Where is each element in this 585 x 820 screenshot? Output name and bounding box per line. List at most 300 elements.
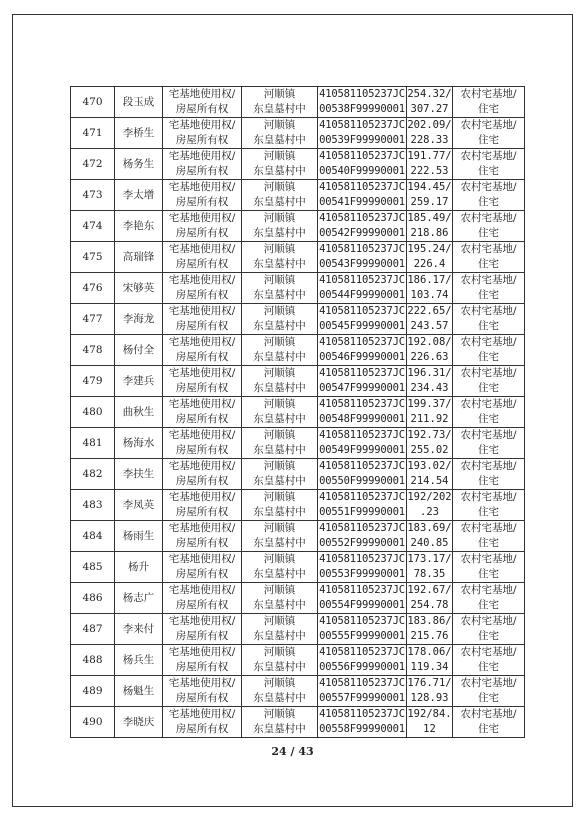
cell-usage-line: 住宅 [478,351,499,363]
cell-location-line: 东皇墓村中 [253,103,306,115]
cell-location [242,335,318,366]
cell-right-type [163,211,242,242]
cell-unit-code-line: 410581105237JC [319,677,405,689]
cell-right-type-line: 房屋所有权 [175,413,229,425]
cell-unit-code [318,428,407,459]
cell-owner-name: 李晓庆 [115,707,163,738]
cell-usage [453,242,525,273]
cell-right-type [163,552,242,583]
cell-location [242,521,318,552]
cell-area [407,428,453,459]
cell-location [242,273,318,304]
cell-unit-code-line: 410581105237JC [319,150,405,162]
cell-location-line: 东皇墓村中 [253,444,306,456]
cell-location-line: 河顺镇 [263,212,296,224]
cell-unit-code-line: 00556F99990001 [319,661,405,673]
cell-unit-code [318,149,407,180]
cell-unit-code-line: 00550F99990001 [319,475,405,487]
cell-location [242,552,318,583]
cell-location [242,459,318,490]
cell-unit-code-line: 410581105237JC [319,429,405,441]
cell-owner-name: 杨志广 [115,583,163,614]
cell-area-line: 255.02 [410,444,449,456]
cell-number: 487 [71,614,115,645]
cell-area-line: 228.33 [410,134,449,146]
cell-owner-name: 李艳东 [115,211,163,242]
cell-unit-code [318,459,407,490]
cell-unit-code-line: 00557F99990001 [319,692,405,704]
cell-right-type-line: 宅基地使用权/ [168,336,236,348]
cell-unit-code-line: 00540F99990001 [319,165,405,177]
cell-usage-line: 农村宅基地/ [460,305,517,317]
cell-area-line: 192.67/ [407,584,452,596]
cell-area-line: 183.86/ [407,615,452,627]
cell-usage-line: 农村宅基地/ [460,460,517,472]
cell-unit-code [318,273,407,304]
cell-usage [453,118,525,149]
cell-owner-name: 杨魁生 [115,676,163,707]
cell-area-line: 234.43 [410,382,449,394]
cell-right-type-line: 宅基地使用权/ [168,522,236,534]
cell-location-line: 河顺镇 [263,553,296,565]
cell-right-type [163,149,242,180]
cell-right-type-line: 宅基地使用权/ [168,584,236,596]
cell-usage-line: 住宅 [478,537,499,549]
cell-usage-line: 农村宅基地/ [460,646,517,658]
cell-right-type-line: 宅基地使用权/ [168,212,236,224]
cell-usage [453,521,525,552]
cell-right-type-line: 宅基地使用权/ [168,119,236,131]
table-row [71,552,525,583]
cell-area-line: 194.45/ [407,181,452,193]
cell-owner-name: 高瑞锋 [115,242,163,273]
cell-right-type-line: 房屋所有权 [175,444,229,456]
cell-right-type-line: 宅基地使用权/ [168,677,236,689]
cell-area [407,118,453,149]
cell-usage-line: 住宅 [478,134,499,146]
cell-unit-code [318,676,407,707]
cell-usage-line: 住宅 [478,692,499,704]
cell-number: 488 [71,645,115,676]
cell-area [407,614,453,645]
cell-usage-line: 农村宅基地/ [460,491,517,503]
cell-location-line: 河顺镇 [263,615,296,627]
cell-area-line: 196.31/ [407,367,452,379]
cell-number: 489 [71,676,115,707]
cell-unit-code [318,552,407,583]
page-number: 24 / 43 [271,745,314,758]
cell-area [407,87,453,118]
cell-right-type-line: 宅基地使用权/ [168,491,236,503]
cell-number: 486 [71,583,115,614]
cell-usage [453,428,525,459]
cell-number: 484 [71,521,115,552]
cell-unit-code [318,304,407,335]
cell-area-line: 226.63 [410,351,449,363]
cell-unit-code [318,490,407,521]
cell-usage-line: 住宅 [478,630,499,642]
cell-owner-name: 杨海水 [115,428,163,459]
cell-area-line: 218.86 [410,227,449,239]
cell-area [407,583,453,614]
cell-owner-name: 李来付 [115,614,163,645]
cell-location-line: 东皇墓村中 [253,661,306,673]
cell-right-type-line: 宅基地使用权/ [168,367,236,379]
cell-right-type [163,521,242,552]
cell-right-type [163,707,242,738]
table-row [71,707,525,738]
cell-unit-code-line: 410581105237JC [319,491,405,503]
cell-unit-code-line: 00538F99990001 [319,103,405,115]
cell-unit-code-line: 00544F99990001 [319,289,405,301]
cell-location-line: 东皇墓村中 [253,413,306,425]
cell-area [407,552,453,583]
cell-right-type-line: 房屋所有权 [175,227,229,239]
cell-location [242,645,318,676]
cell-area-line: 240.85 [410,537,449,549]
cell-location-line: 东皇墓村中 [253,630,306,642]
cell-area-line: 199.37/ [407,398,452,410]
table-row [71,490,525,521]
cell-usage [453,552,525,583]
cell-usage-line: 农村宅基地/ [460,367,517,379]
cell-location-line: 河顺镇 [263,243,296,255]
cell-right-type [163,366,242,397]
cell-area [407,242,453,273]
table-row [71,459,525,490]
cell-location [242,118,318,149]
cell-unit-code [318,118,407,149]
cell-area [407,180,453,211]
cell-usage-line: 农村宅基地/ [460,708,517,720]
cell-location-line: 河顺镇 [263,677,296,689]
table-row [71,397,525,428]
cell-location-line: 河顺镇 [263,522,296,534]
cell-unit-code [318,180,407,211]
cell-usage-line: 农村宅基地/ [460,274,517,286]
cell-usage [453,211,525,242]
table-row [71,180,525,211]
cell-area-line: 103.74 [410,289,449,301]
cell-right-type-line: 宅基地使用权/ [168,398,236,410]
cell-number: 478 [71,335,115,366]
cell-location-line: 东皇墓村中 [253,537,306,549]
cell-right-type-line: 房屋所有权 [175,351,229,363]
cell-owner-name: 杨兵生 [115,645,163,676]
cell-right-type-line: 宅基地使用权/ [168,646,236,658]
cell-area-line: 192.08/ [407,336,452,348]
cell-usage-line: 农村宅基地/ [460,336,517,348]
cell-area-line: 192/202 [407,491,452,503]
cell-unit-code [318,583,407,614]
cell-unit-code-line: 00554F99990001 [319,599,405,611]
cell-right-type [163,335,242,366]
cell-usage [453,304,525,335]
cell-owner-name: 宋够英 [115,273,163,304]
cell-usage-line: 住宅 [478,258,499,270]
cell-unit-code [318,645,407,676]
cell-right-type-line: 房屋所有权 [175,103,229,115]
cell-right-type [163,304,242,335]
cell-usage-line: 住宅 [478,723,499,735]
cell-unit-code-line: 00558F99990001 [319,723,405,735]
cell-number: 480 [71,397,115,428]
cell-unit-code-line: 410581105237JC [319,615,405,627]
cell-number: 474 [71,211,115,242]
cell-location-line: 河顺镇 [263,181,296,193]
cell-area-line: 185.49/ [407,212,452,224]
cell-unit-code-line: 410581105237JC [319,181,405,193]
cell-right-type [163,428,242,459]
cell-location-line: 东皇墓村中 [253,289,306,301]
cell-usage-line: 农村宅基地/ [460,243,517,255]
cell-location-line: 河顺镇 [263,305,296,317]
cell-unit-code [318,211,407,242]
cell-number: 490 [71,707,115,738]
cell-area-line: 119.34 [410,661,449,673]
cell-right-type-line: 宅基地使用权/ [168,181,236,193]
cell-right-type-line: 房屋所有权 [175,475,229,487]
cell-number: 483 [71,490,115,521]
cell-right-type-line: 宅基地使用权/ [168,708,236,720]
cell-location-line: 东皇墓村中 [253,320,306,332]
cell-right-type-line: 房屋所有权 [175,165,229,177]
cell-usage-line: 农村宅基地/ [460,553,517,565]
cell-right-type [163,490,242,521]
cell-right-type-line: 房屋所有权 [175,134,229,146]
cell-usage [453,149,525,180]
cell-usage [453,490,525,521]
cell-location-line: 河顺镇 [263,491,296,503]
table-row [71,614,525,645]
table-row [71,118,525,149]
cell-unit-code-line: 410581105237JC [319,367,405,379]
cell-right-type-line: 宅基地使用权/ [168,243,236,255]
cell-right-type [163,273,242,304]
cell-unit-code-line: 410581105237JC [319,243,405,255]
cell-area-line: 173.17/ [407,553,452,565]
cell-owner-name: 杨付全 [115,335,163,366]
cell-unit-code-line: 410581105237JC [319,584,405,596]
cell-location-line: 河顺镇 [263,119,296,131]
cell-unit-code-line: 410581105237JC [319,274,405,286]
cell-area [407,304,453,335]
cell-area-line: 176.71/ [407,677,452,689]
cell-area-line: 222.53 [410,165,449,177]
cell-location [242,242,318,273]
cell-unit-code-line: 00552F99990001 [319,537,405,549]
cell-usage-line: 农村宅基地/ [460,615,517,627]
cell-right-type [163,242,242,273]
cell-number: 475 [71,242,115,273]
cell-area [407,490,453,521]
cell-location-line: 东皇墓村中 [253,196,306,208]
cell-area-line: 254.32/ [407,88,452,100]
cell-unit-code-line: 410581105237JC [319,522,405,534]
cell-area-line: 215.76 [410,630,449,642]
cell-usage-line: 农村宅基地/ [460,398,517,410]
cell-location [242,707,318,738]
cell-number: 470 [71,87,115,118]
cell-unit-code-line: 00539F99990001 [319,134,405,146]
cell-unit-code-line: 410581105237JC [319,305,405,317]
cell-usage-line: 农村宅基地/ [460,584,517,596]
cell-area-line: 254.78 [410,599,449,611]
cell-usage-line: 农村宅基地/ [460,677,517,689]
cell-unit-code [318,87,407,118]
table-body [71,87,525,738]
cell-owner-name: 李扶生 [115,459,163,490]
cell-right-type [163,676,242,707]
cell-usage-line: 住宅 [478,227,499,239]
cell-location [242,397,318,428]
cell-location-line: 东皇墓村中 [253,568,306,580]
table-row [71,211,525,242]
cell-right-type-line: 宅基地使用权/ [168,615,236,627]
cell-location-line: 河顺镇 [263,88,296,100]
cell-usage-line: 住宅 [478,661,499,673]
cell-right-type-line: 宅基地使用权/ [168,460,236,472]
cell-owner-name: 杨雨生 [115,521,163,552]
cell-usage [453,273,525,304]
cell-area [407,459,453,490]
cell-unit-code [318,397,407,428]
cell-area-line: 307.27 [410,103,449,115]
cell-area [407,707,453,738]
cell-unit-code [318,614,407,645]
cell-right-type-line: 宅基地使用权/ [168,553,236,565]
cell-unit-code [318,335,407,366]
cell-owner-name: 曲秋生 [115,397,163,428]
cell-location [242,304,318,335]
cell-area-line: 193.02/ [407,460,452,472]
cell-number: 473 [71,180,115,211]
cell-owner-name: 李桥生 [115,118,163,149]
cell-unit-code-line: 410581105237JC [319,336,405,348]
cell-location [242,366,318,397]
cell-area-line: 211.92 [410,413,449,425]
cell-unit-code [318,242,407,273]
property-registry-table [70,86,525,738]
cell-number: 471 [71,118,115,149]
cell-location-line: 河顺镇 [263,367,296,379]
cell-area-line: 259.17 [410,196,449,208]
cell-usage [453,707,525,738]
cell-usage-line: 住宅 [478,506,499,518]
cell-location-line: 河顺镇 [263,460,296,472]
cell-area-line: 192/84. [407,708,452,720]
cell-unit-code-line: 410581105237JC [319,119,405,131]
cell-right-type [163,397,242,428]
cell-usage [453,645,525,676]
cell-right-type [163,118,242,149]
cell-location [242,614,318,645]
cell-usage-line: 农村宅基地/ [460,212,517,224]
cell-location [242,180,318,211]
cell-usage-line: 住宅 [478,568,499,580]
table-row [71,149,525,180]
cell-usage-line: 住宅 [478,320,499,332]
cell-right-type-line: 房屋所有权 [175,382,229,394]
cell-number: 481 [71,428,115,459]
cell-unit-code [318,521,407,552]
cell-location [242,211,318,242]
cell-area-line: 12 [423,723,436,735]
cell-usage [453,614,525,645]
cell-location-line: 河顺镇 [263,646,296,658]
cell-number: 479 [71,366,115,397]
table-row [71,242,525,273]
cell-usage-line: 农村宅基地/ [460,429,517,441]
cell-area-line: 128.93 [410,692,449,704]
cell-right-type-line: 房屋所有权 [175,289,229,301]
cell-owner-name: 李海龙 [115,304,163,335]
table-row [71,87,525,118]
cell-area [407,335,453,366]
cell-location-line: 东皇墓村中 [253,599,306,611]
cell-right-type-line: 房屋所有权 [175,320,229,332]
cell-location-line: 河顺镇 [263,584,296,596]
cell-area [407,273,453,304]
cell-location-line: 河顺镇 [263,150,296,162]
cell-usage-line: 住宅 [478,413,499,425]
cell-location-line: 东皇墓村中 [253,723,306,735]
cell-usage [453,180,525,211]
cell-area-line: 226.4 [413,258,446,270]
cell-right-type-line: 房屋所有权 [175,599,229,611]
cell-right-type-line: 房屋所有权 [175,692,229,704]
cell-area-line: 202.09/ [407,119,452,131]
cell-unit-code-line: 00548F99990001 [319,413,405,425]
cell-right-type-line: 房屋所有权 [175,506,229,518]
cell-number: 485 [71,552,115,583]
cell-location-line: 东皇墓村中 [253,258,306,270]
cell-owner-name: 杨升 [115,552,163,583]
cell-area [407,397,453,428]
cell-unit-code [318,366,407,397]
cell-usage-line: 住宅 [478,103,499,115]
cell-usage [453,335,525,366]
cell-number: 476 [71,273,115,304]
cell-location-line: 东皇墓村中 [253,351,306,363]
cell-right-type-line: 房屋所有权 [175,196,229,208]
table-row [71,366,525,397]
cell-area-line: 195.24/ [407,243,452,255]
cell-location-line: 河顺镇 [263,398,296,410]
cell-location-line: 东皇墓村中 [253,227,306,239]
cell-unit-code-line: 00546F99990001 [319,351,405,363]
cell-location-line: 东皇墓村中 [253,134,306,146]
cell-location-line: 东皇墓村中 [253,506,306,518]
cell-number: 482 [71,459,115,490]
cell-usage [453,583,525,614]
cell-location [242,428,318,459]
cell-unit-code-line: 00553F99990001 [319,568,405,580]
table-row [71,335,525,366]
cell-area [407,149,453,180]
table-row [71,645,525,676]
cell-unit-code-line: 00555F99990001 [319,630,405,642]
cell-area-line: .23 [420,506,439,518]
cell-right-type-line: 宅基地使用权/ [168,150,236,162]
cell-unit-code-line: 410581105237JC [319,708,405,720]
cell-area-line: 214.54 [410,475,449,487]
cell-right-type-line: 房屋所有权 [175,568,229,580]
cell-usage-line: 住宅 [478,475,499,487]
cell-usage [453,87,525,118]
cell-unit-code-line: 410581105237JC [319,646,405,658]
cell-usage-line: 住宅 [478,444,499,456]
